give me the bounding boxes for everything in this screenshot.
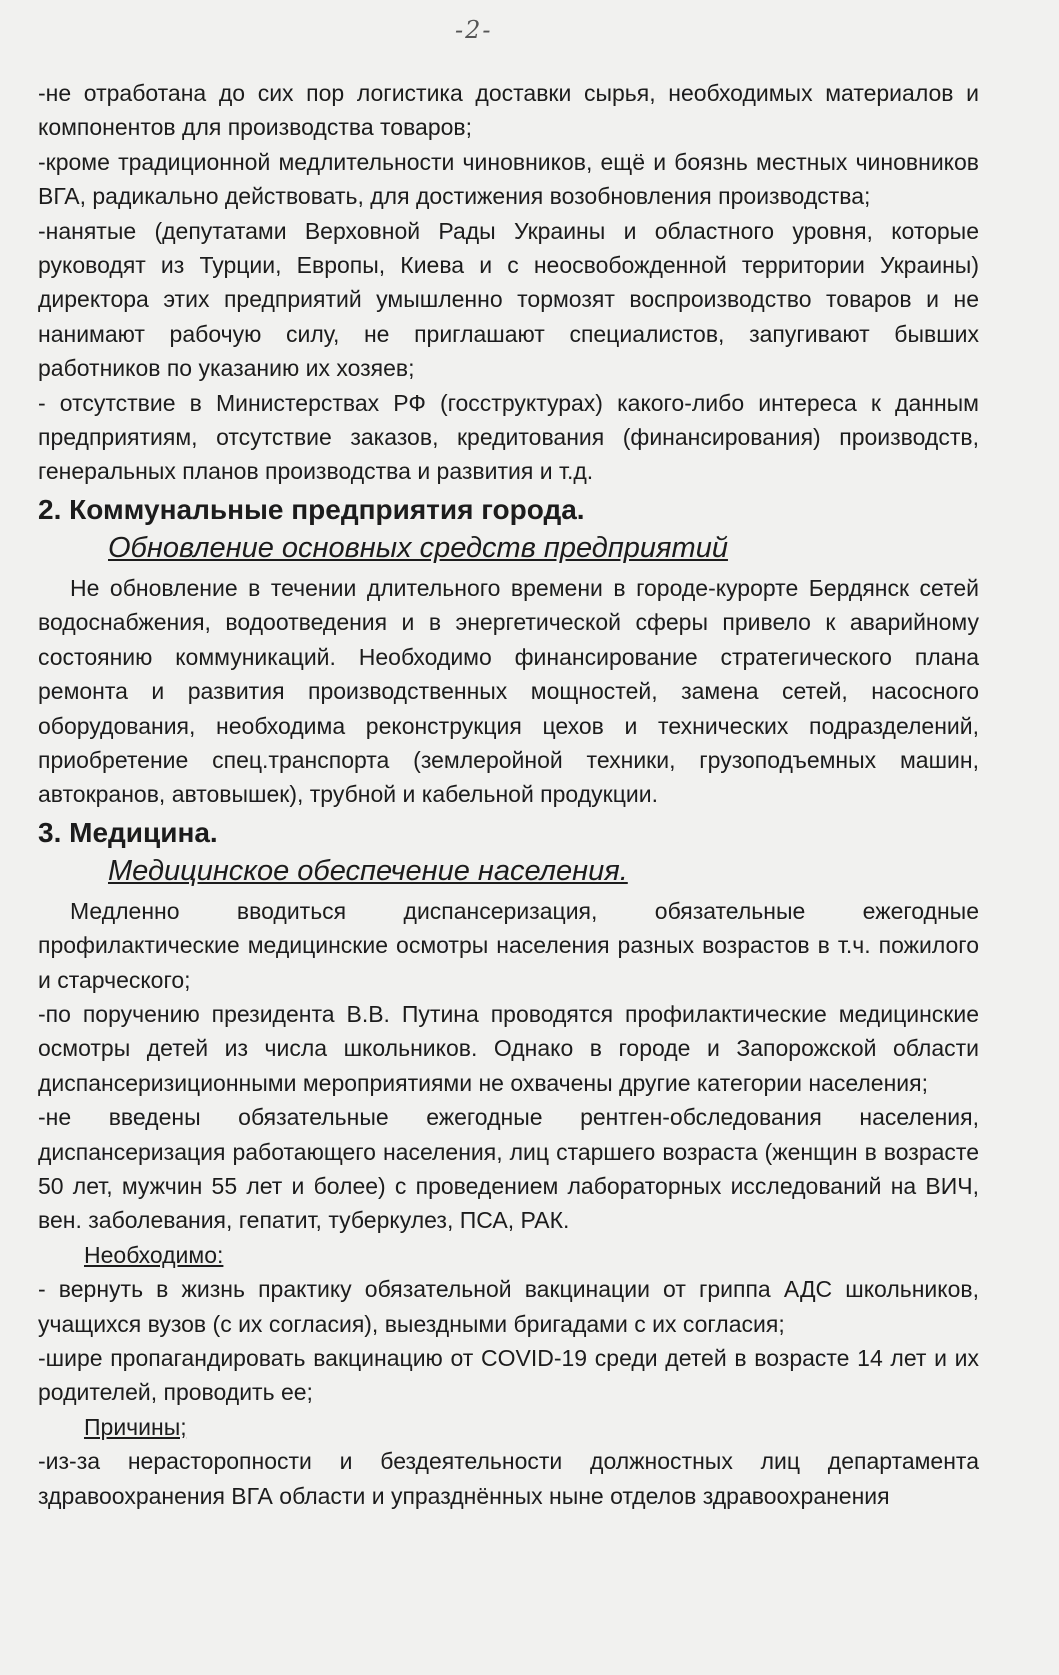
- necessary-item-covid: -шире пропагандировать вакцинацию от COVID-19 среди детей в возрасте 14 лет и их родителей, проводить ее;: [38, 1345, 979, 1406]
- paragraph-ministries: - отсутствие в Министерствах РФ (госструктурах) какого-либо интереса к данным предприятиям, отсутствие заказов, кредитования (финансирования) производств, генеральных планов производства и развития и т.д.: [38, 389, 979, 485]
- reasons-label: Причины;: [84, 1413, 187, 1440]
- section-3-heading: 3. Медицина.: [38, 816, 218, 848]
- paragraph-officials: -кроме традиционной медлительности чиновников, ещё и боязнь местных чиновников ВГА, радикально действовать, для достижения возобновления производства;: [38, 148, 979, 210]
- reasons-item-officials: -из-за нерасторопности и бездеятельности должностных лиц департамента здравоохранения ВГА области и упразднённых ныне отделов здравоохранения: [38, 1448, 979, 1509]
- paragraph-schoolchildren: -по поручению президента В.В. Путина проводятся профилактические медицинские осмотры детей из числа школьников. Однако в городе и Запорожской области диспансеризиционными мероприятиями не охвачены другие категории населения;: [38, 1000, 979, 1096]
- page-number: -2-: [455, 16, 493, 44]
- section-2-subheading: Обновление основных средств предприятий: [108, 531, 728, 564]
- section-2-heading: 2. Коммунальные предприятия города.: [38, 493, 585, 525]
- section-2-paragraph: Не обновление в течении длительного времени в городе-курорте Бердянск сетей водоснабжения, водоотведения и в энергетической сферы привело к аварийному состоянию коммуникаций. Необходимо финансирование стратегического плана ремонта и развития производственных мощностей, замена сетей, насосного оборудования, необходима реконструкция цехов и технических подразделений, приобретение спец.транспорта (землеройной техники, грузоподъемных машин, автокранов, автовышек), трубной и кабельной продукции.: [38, 574, 979, 808]
- paragraph-xray: -не введены обязательные ежегодные рентген-обследования населения, диспансеризация работающего населения, лиц старшего возраста (женщин в возрасте 50 лет, мужчин 55 лет и более) с проведением лабораторных исследований на ВИЧ, вен. заболевания, гепатит, туберкулез, ПСА, РАК.: [38, 1104, 979, 1234]
- paragraph-dispensary: Медленно вводиться диспансеризация, обязательные ежегодные профилактические медицинские осмотры населения разных возрастов в т.ч. пожилого и старческого;: [38, 897, 979, 993]
- necessary-label: Необходимо:: [84, 1241, 224, 1268]
- paragraph-directors: -нанятые (депутатами Верховной Рады Украины и областного уровня, которые руководят из Турции, Европы, Киева и с неосвобожденной территории Украины) директора этих предприятий умышленно тормозят воспроизводство товаров и не нанимают рабочую силу, не приглашают специалистов, запугивают бывших работников по указанию их хозяев;: [38, 217, 979, 382]
- paragraph-logistics: -не отработана до сих пор логистика доставки сырья, необходимых материалов и компонентов для производства товаров;: [38, 80, 979, 141]
- necessary-item-vaccination: - вернуть в жизнь практику обязательной вакцинации от гриппа АДС школьников, учащихся вузов (с их согласия), выездными бригадами с их согласия;: [38, 1276, 979, 1337]
- section-3-subheading: Медицинское обеспечение населения.: [108, 854, 628, 887]
